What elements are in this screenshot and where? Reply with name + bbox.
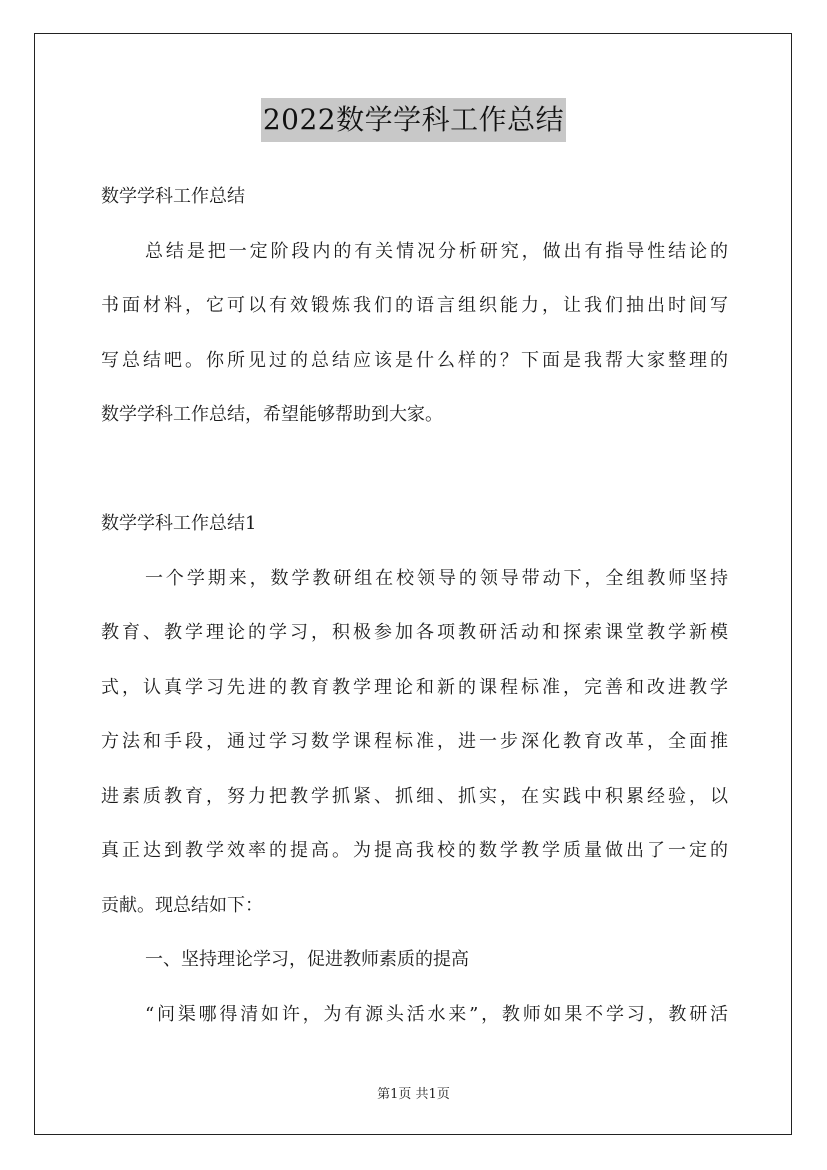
paragraph-line: 式，认真学习先进的教育教学理论和新的课程标准，完善和改进教学 xyxy=(101,676,728,698)
paragraph-line: 进素质教育，努力把教学抓紧、抓细、抓实，在实践中积累经验，以 xyxy=(101,785,728,807)
section-heading: 数学学科工作总结1 xyxy=(101,513,257,534)
paragraph-line: “问渠哪得清如许，为有源头活水来”，教师如果不学习，教研活 xyxy=(145,1003,728,1025)
paragraph-line: 书面材料，它可以有效锻炼我们的语言组织能力，让我们抽出时间写 xyxy=(101,295,728,316)
paragraph-line: 方法和手段，通过学习数学课程标准，进一步深化教育改革，全面推 xyxy=(101,731,728,752)
paragraph-line: 教育、教学理论的学习，积极参加各项教研活动和探索课堂教学新模 xyxy=(101,622,728,643)
page-footer: 第1页 共1页 xyxy=(377,1087,450,1102)
intro-heading: 数学学科工作总结 xyxy=(101,186,245,207)
paragraph-line: 写总结吧。你所见过的总结应该是什么样的？下面是我帮大家整理的 xyxy=(101,349,728,371)
document-body xyxy=(101,170,728,1042)
paragraph-line: 真正达到教学效率的提高。为提高我校的数学教学质量做出了一定的 xyxy=(101,840,728,861)
subheading: 一、坚持理论学习，促进教师素质的提高 xyxy=(145,949,469,970)
paragraph-line: 一个学期来，数学教研组在校领导的领导带动下，全组教师坚持 xyxy=(145,567,728,589)
blank-line xyxy=(101,443,728,498)
paragraph-line: 总结是把一定阶段内的有关情况分析研究，做出有指导性结论的 xyxy=(145,240,728,262)
title-container xyxy=(0,98,827,142)
paragraph-line: 贡献。现总结如下： xyxy=(101,894,263,916)
document-title: 2022数学学科工作总结 xyxy=(261,98,566,142)
paragraph-line: 数学学科工作总结，希望能够帮助到大家。 xyxy=(101,404,443,425)
